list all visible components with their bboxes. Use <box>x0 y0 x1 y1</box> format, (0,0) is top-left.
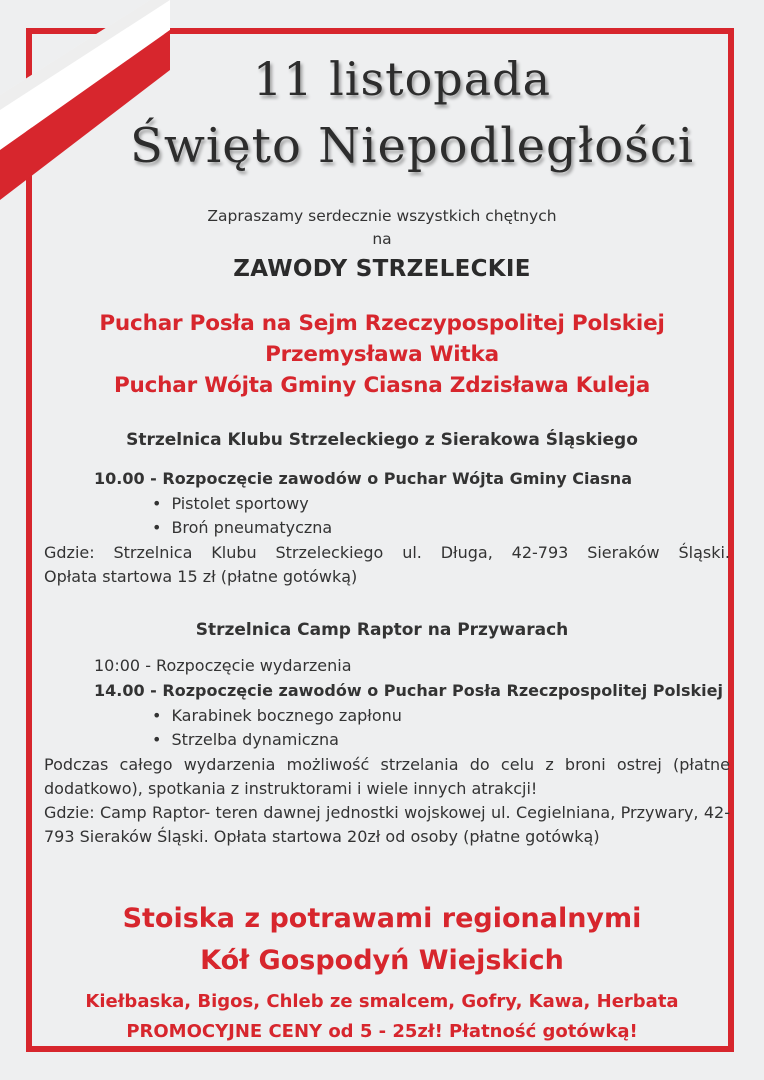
cup-line-3: Puchar Wójta Gminy Ciasna Zdzisława Kuleja <box>113 373 651 398</box>
venue2-event: Rozpoczęcie zawodów o Puchar Posła Rzeczpospolitej Polskiej <box>156 681 723 700</box>
food-promo: PROMOCYJNE CENY od 5 - 25zł! Płatność gotówką! <box>126 1021 638 1042</box>
venue2-item-2: • Strzelba dynamiczna <box>152 730 339 749</box>
venue1-where: Gdzie: Strzelnica Klubu Strzeleckiego ul. Długa, 42-793 Sieraków Śląski. <box>44 543 730 562</box>
venue2-item-1: • Karabinek bocznego zapłonu <box>152 706 402 725</box>
venue2-where: Gdzie: Camp Raptor- teren dawnej jednostki wojskowej ul. Cegielniana, Przywary, 42-793 Sieraków Śląski. Opłata startowa 20zł od osoby (płatne gotówką) <box>44 803 730 846</box>
venue1-schedule <box>94 469 632 488</box>
intro-text <box>0 205 764 251</box>
venue2-info: Podczas całego wydarzenia możliwość strzelania do celu z broni ostrej (płatne dodatkowo), spotkania z instruktorami i wiele innych atrakcji! <box>44 755 730 798</box>
food-details <box>0 987 764 1047</box>
venue1-fee: Opłata startowa 15 zł (płatne gotówką) <box>44 567 358 586</box>
food-line-1: Stoiska z potrawami regionalnymi <box>122 903 642 934</box>
cup-line-2: Przemysława Witka <box>265 342 499 367</box>
event-name: ZAWODY STRZELECKIE <box>233 256 531 282</box>
venue1-item-1: • Pistolet sportowy <box>152 494 309 513</box>
food-stalls-heading <box>0 898 764 982</box>
venue2-start: 10:00 - Rozpoczęcie wydarzenia <box>94 656 352 675</box>
food-menu: Kiełbaska, Bigos, Chleb ze smalcem, Gofry, Kawa, Herbata <box>85 991 679 1012</box>
title-date: 11 listopada <box>252 52 552 106</box>
intro-na: na <box>372 230 392 248</box>
venue1-heading: Strzelnica Klubu Strzeleckiego z Sierakowa Śląskiego <box>126 430 638 450</box>
title-holiday: Święto Niepodległości <box>129 118 695 174</box>
venue2-time: 14.00 - <box>94 681 157 700</box>
venue1-event: Rozpoczęcie zawodów o Puchar Wójta Gminy Ciasna <box>156 469 632 488</box>
venue2-schedule <box>94 681 723 700</box>
venue1-time: 10.00 - <box>94 469 157 488</box>
intro-line: Zapraszamy serdecznie wszystkich chętnych <box>207 207 557 225</box>
food-line-2: Kół Gospodyń Wiejskich <box>200 945 564 976</box>
venue1-item-2: • Broń pneumatyczna <box>152 518 332 537</box>
venue2-heading: Strzelnica Camp Raptor na Przywarach <box>195 620 569 640</box>
cup-line-1: Puchar Posła na Sejm Rzeczypospolitej Polskiej <box>99 311 665 336</box>
cups-block <box>0 308 764 401</box>
